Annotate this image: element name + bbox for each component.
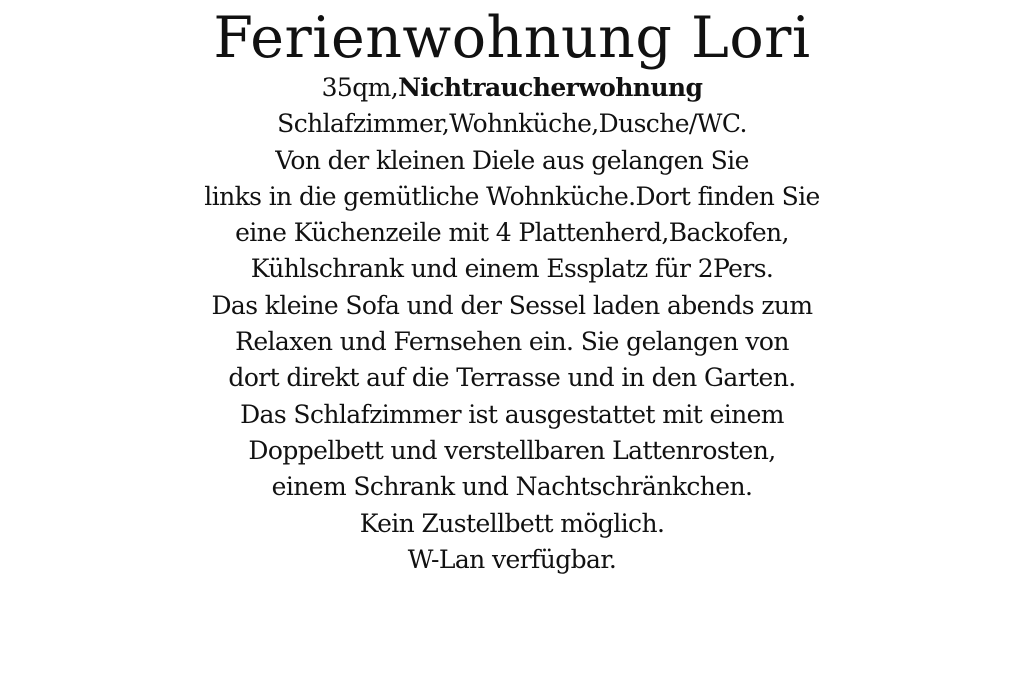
page-title: Ferienwohnung Lori xyxy=(213,5,811,71)
description-line: Das Schlafzimmer ist ausgestattet mit einem xyxy=(240,399,784,429)
apartment-size: 35qm, xyxy=(321,73,399,102)
intro-line xyxy=(0,70,1024,106)
description-line: Relaxen und Fernsehen ein. Sie gelangen von xyxy=(235,327,789,357)
description-line: Schlafzimmer,Wohnküche,Dusche/WC. xyxy=(277,109,747,139)
description-line: links in die gemütliche Wohnküche.Dort finden Sie xyxy=(204,181,820,211)
description-line: Kein Zustellbett möglich. xyxy=(359,508,665,538)
description-line: einem Schrank und Nachtschränkchen. xyxy=(271,472,753,502)
description-line: Das kleine Sofa und der Sessel laden abends zum xyxy=(211,290,813,320)
description-line: eine Küchenzeile mit 4 Plattenherd,Backofen, xyxy=(235,218,789,248)
description-text xyxy=(0,70,1024,578)
description-line: Von der kleinen Diele aus gelangen Sie xyxy=(275,145,749,175)
description-line: dort direkt auf die Terrasse und in den Garten. xyxy=(228,363,796,393)
description-line: Kühlschrank und einem Essplatz für 2Pers. xyxy=(250,254,774,284)
description-line: W-Lan verfügbar. xyxy=(407,544,617,574)
apartment-type: Nichtraucherwohnung xyxy=(398,73,703,102)
description-line: Doppelbett und verstellbaren Lattenrosten, xyxy=(248,435,776,465)
